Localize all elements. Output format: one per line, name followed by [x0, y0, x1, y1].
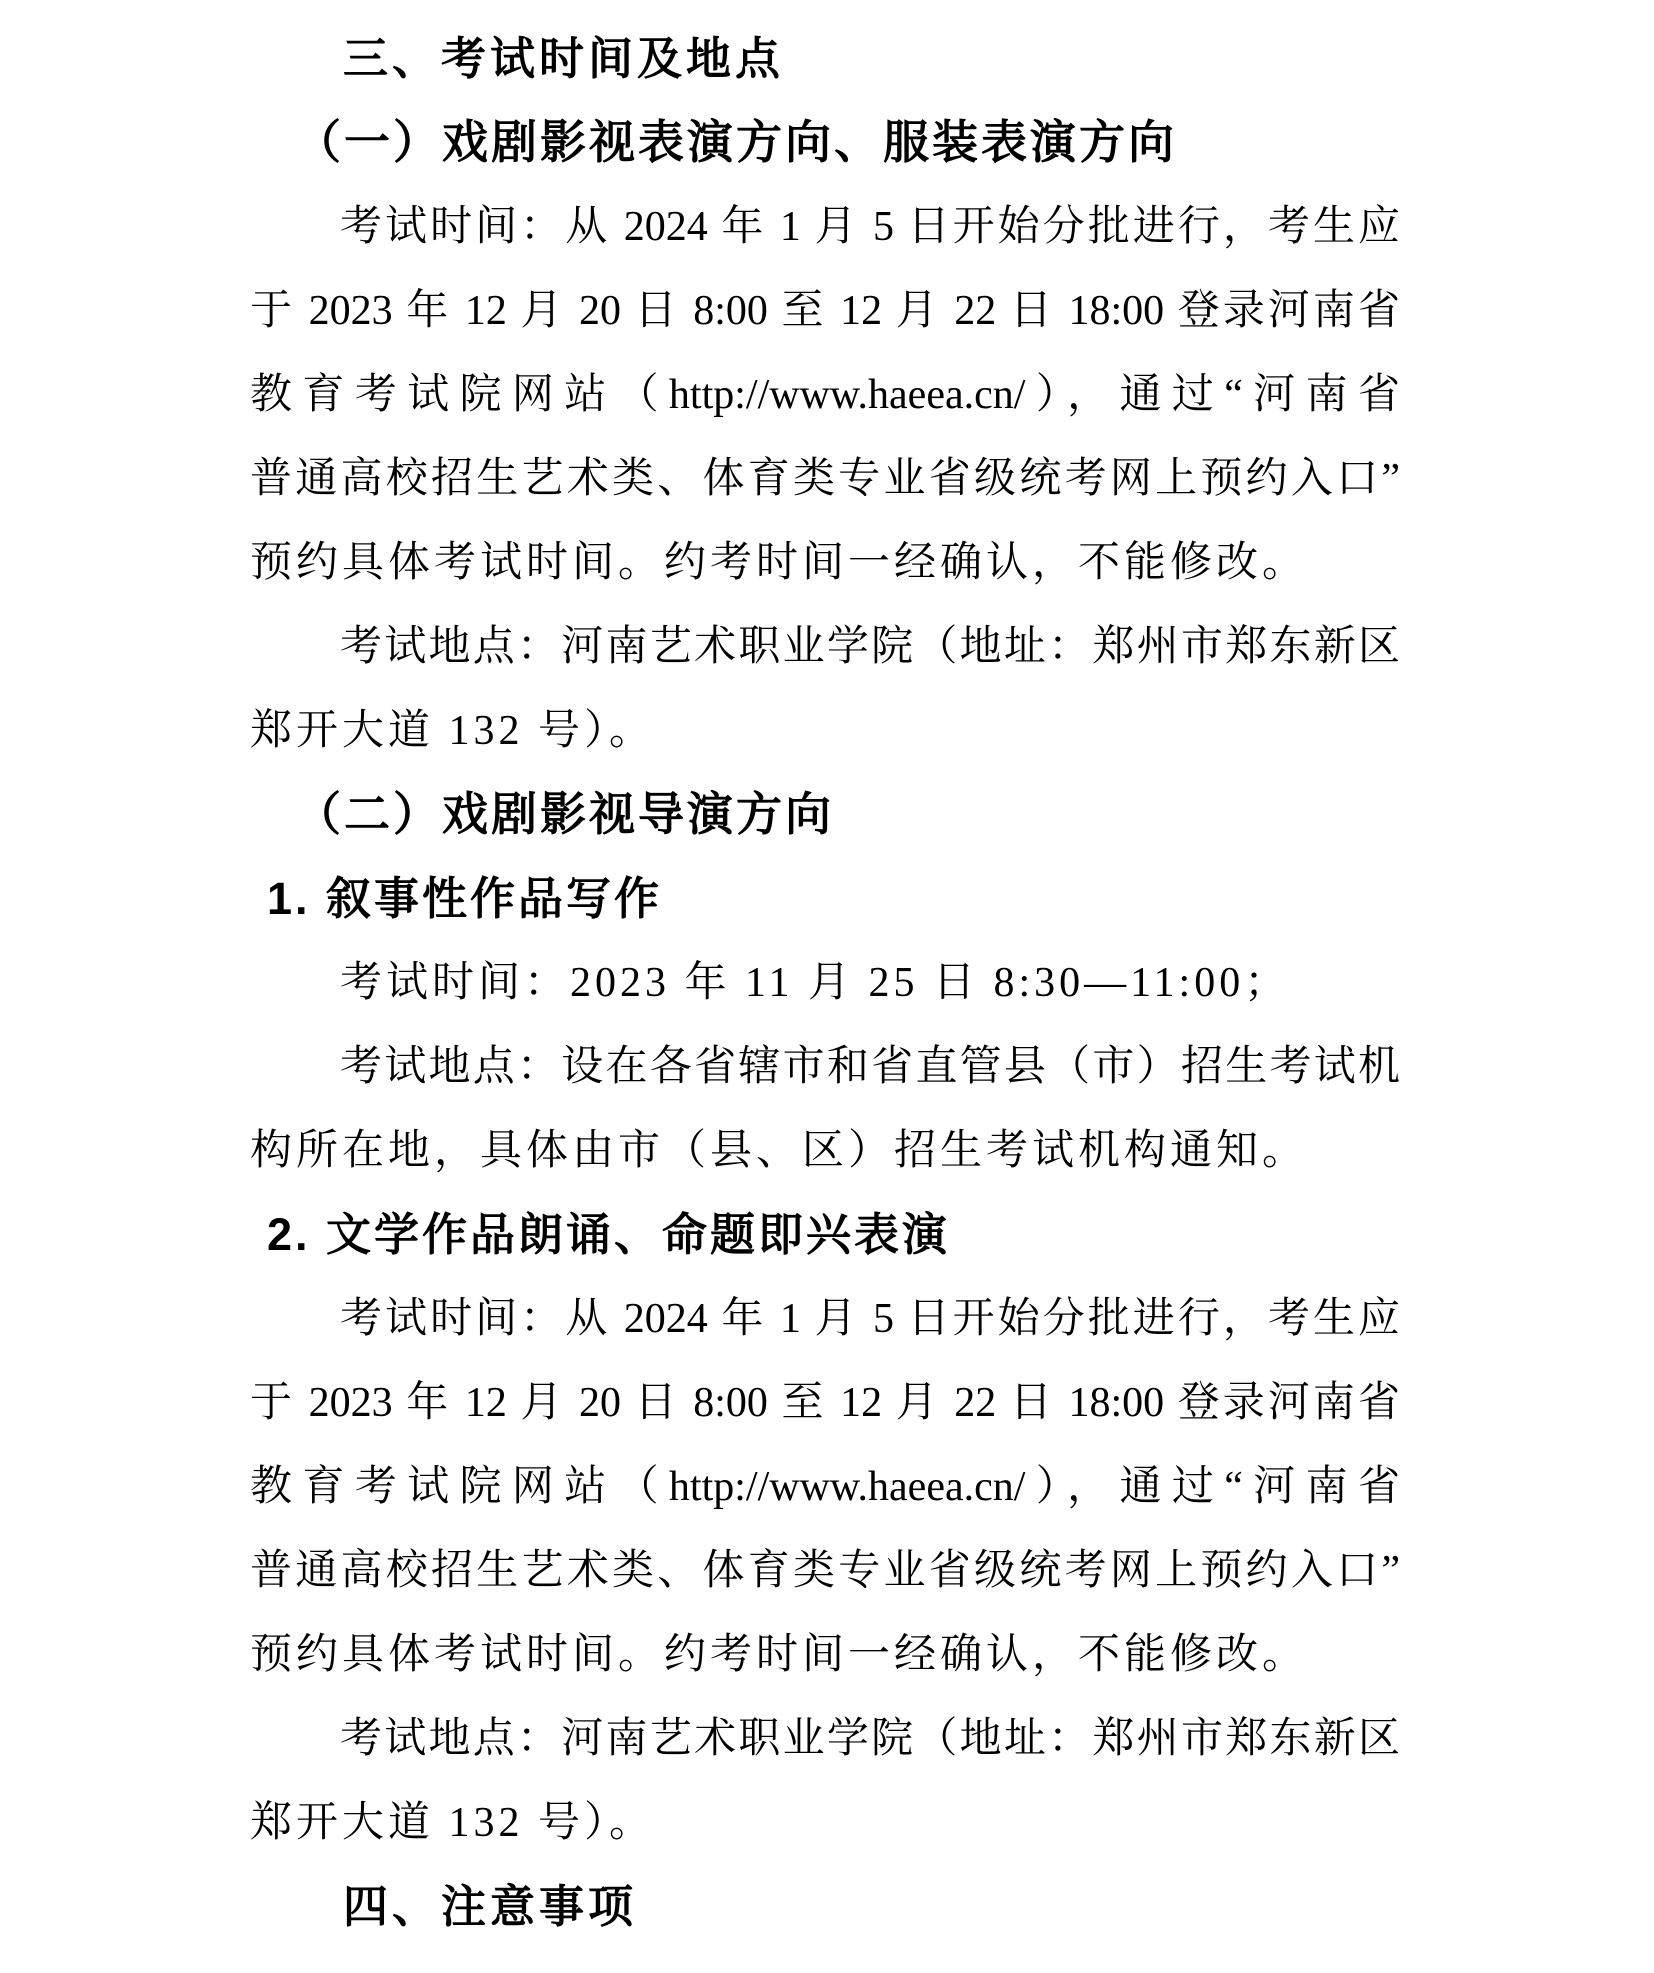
item-heading-recitation-improv: 2. 文学作品朗诵、命题即兴表演	[267, 1209, 951, 1260]
paragraph-recitation-place-line-1: 考试地点：河南艺术职业学院（地址：郑州市郑东新区	[340, 1716, 1400, 1762]
section-heading-exam-time-place: 三、考试时间及地点	[343, 33, 785, 84]
paragraph-narrative-exam-time: 考试时间：2023 年 11 月 25 日 8:30—11:00；	[340, 960, 1291, 1006]
paragraph-recitation-time-line-3: 教育考试院网站（http://www.haeea.cn/），通过“河南省	[250, 1464, 1400, 1510]
document-page	[250, 17, 1400, 1949]
paragraph-exam-time-line-1: 考试时间：从 2024 年 1 月 5 日开始分批进行，考生应	[340, 204, 1400, 250]
paragraph-recitation-time-line-1: 考试时间：从 2024 年 1 月 5 日开始分批进行，考生应	[340, 1296, 1400, 1342]
paragraph-exam-time-line-2: 于 2023 年 12 月 20 日 8:00 至 12 月 22 日 18:00 登录河南省	[250, 288, 1400, 334]
item-heading-narrative-writing: 1. 叙事性作品写作	[267, 873, 663, 924]
paragraph-exam-time-line-3: 教育考试院网站（http://www.haeea.cn/），通过“河南省	[250, 372, 1400, 418]
paragraph-narrative-place-line-2: 构所在地，具体由市（县、区）招生考试机构通知。	[250, 1128, 1309, 1174]
paragraph-recitation-time-line-4: 普通高校招生艺术类、体育类专业省级统考网上预约入口”	[250, 1548, 1400, 1594]
paragraph-exam-time-line-4: 普通高校招生艺术类、体育类专业省级统考网上预约入口”	[250, 456, 1400, 502]
paragraph-exam-place-line-1: 考试地点：河南艺术职业学院（地址：郑州市郑东新区	[340, 624, 1400, 670]
paragraph-narrative-place-line-1: 考试地点：设在各省辖市和省直管县（市）招生考试机	[340, 1044, 1400, 1090]
paragraph-recitation-time-line-5: 预约具体考试时间。约考时间一经确认，不能修改。	[250, 1632, 1309, 1678]
section-heading-notes: 四、注意事项	[343, 1881, 638, 1932]
paragraph-recitation-time-line-2: 于 2023 年 12 月 20 日 8:00 至 12 月 22 日 18:00 登录河南省	[250, 1380, 1400, 1426]
subsection-heading-directing: （二）戏剧影视导演方向	[295, 789, 834, 840]
paragraph-exam-time-line-5: 预约具体考试时间。约考时间一经确认，不能修改。	[250, 540, 1309, 586]
paragraph-exam-place-line-2: 郑开大道 132 号）。	[250, 708, 656, 754]
paragraph-recitation-place-line-2: 郑开大道 132 号）。	[250, 1800, 656, 1846]
subsection-heading-acting-fashion: （一）戏剧影视表演方向、服装表演方向	[295, 117, 1177, 168]
